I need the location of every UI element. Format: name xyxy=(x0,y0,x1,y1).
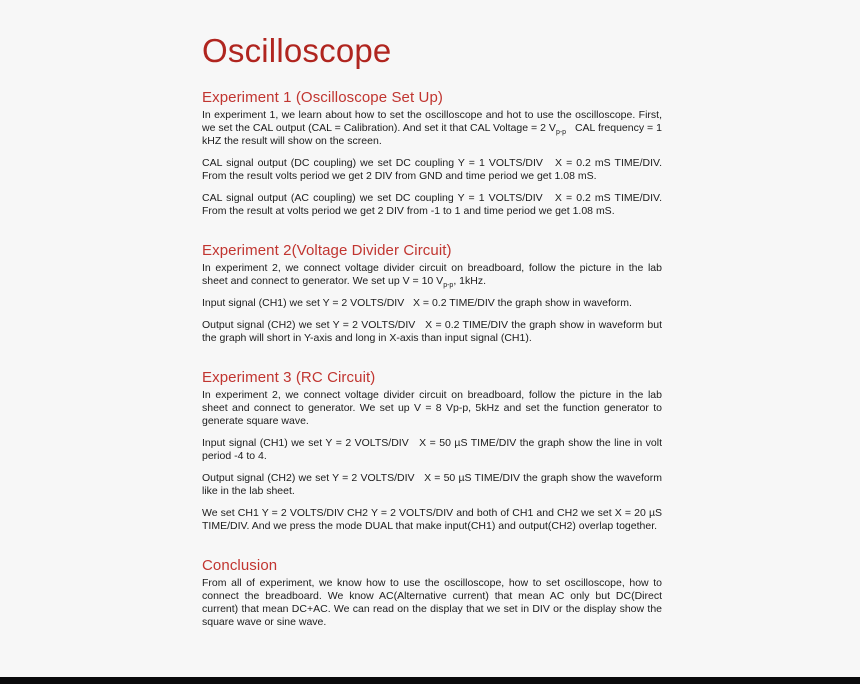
paragraph: From all of experiment, we know how to use the oscilloscope, how to set oscilloscope, how to connect the breadboard. We know AC(Alternative current) that mean AC only but DC(Direct current) that mean DC+AC. We can read on the display that we set in DIV or the display show the square wave or sine wave. xyxy=(202,577,662,628)
section xyxy=(202,369,662,533)
section xyxy=(202,557,662,629)
paragraph: In experiment 2, we connect voltage divider circuit on breadboard, follow the picture in the lab sheet and connect to generator. We set up V = 10 $V_{p-p}$, 1kHz. xyxy=(202,262,662,290)
paragraph: Input signal (CH1) we set Y = 2 VOLTS/DIV X = 50 µS TIME/DIV the graph show the line in volt period -4 to 4. xyxy=(202,437,662,462)
section-heading: Experiment 3 (RC Circuit) xyxy=(202,369,376,386)
section xyxy=(202,89,662,218)
paragraph: We set CH1 Y = 2 VOLTS/DIV CH2 Y = 2 VOLTS/DIV and both of CH1 and CH2 we set X = 20 µS TIME/DIV. And we press the mode DUAL that make input(CH1) and output(CH2) overlap together. xyxy=(202,507,662,532)
sections-container xyxy=(202,89,662,629)
section-heading: Experiment 1 (Oscilloscope Set Up) xyxy=(202,89,443,106)
bottom-bar xyxy=(0,677,860,684)
paragraph: Output signal (CH2) we set Y = 2 VOLTS/DIV X = 0.2 TIME/DIV the graph show in waveform but the graph will short in Y-axis and long in X-axis than input signal (CH1). xyxy=(202,319,662,344)
paragraph: Input signal (CH1) we set Y = 2 VOLTS/DIV X = 0.2 TIME/DIV the graph show in waveform. xyxy=(202,297,632,309)
paragraph: In experiment 2, we connect voltage divider circuit on breadboard, follow the picture in the lab sheet and connect to generator. We set up V = 8 Vp-p, 5kHz and set the function generator to generate square wave. xyxy=(202,389,662,427)
section xyxy=(202,242,662,345)
section-heading: Conclusion xyxy=(202,557,278,574)
paragraph: CAL signal output (DC coupling) we set DC coupling Y = 1 VOLTS/DIV X = 0.2 mS TIME/DIV. From the result volts period we get 2 DIV from GND and time period we get 1.08 mS. xyxy=(202,157,662,182)
paragraph: CAL signal output (AC coupling) we set DC coupling Y = 1 VOLTS/DIV X = 0.2 mS TIME/DIV. From the result at volts period we get 2 DIV from -1 to 1 and time period we get 1.08 mS. xyxy=(202,192,662,217)
document-content xyxy=(202,0,662,629)
paragraph: Output signal (CH2) we set Y = 2 VOLTS/DIV X = 50 µS TIME/DIV the graph show the waveform like in the lab sheet. xyxy=(202,472,662,497)
paragraph: In experiment 1, we learn about how to set the oscilloscope and hot to use the oscilloscope. First, we set the CAL output (CAL = Calibration). And set it that CAL Voltage = 2 $V_{p-p}$ CAL frequency = 1 kHZ the result will show on the screen. xyxy=(202,109,662,147)
page-title: Oscilloscope xyxy=(202,32,392,69)
section-heading: Experiment 2(Voltage Divider Circuit) xyxy=(202,242,452,259)
